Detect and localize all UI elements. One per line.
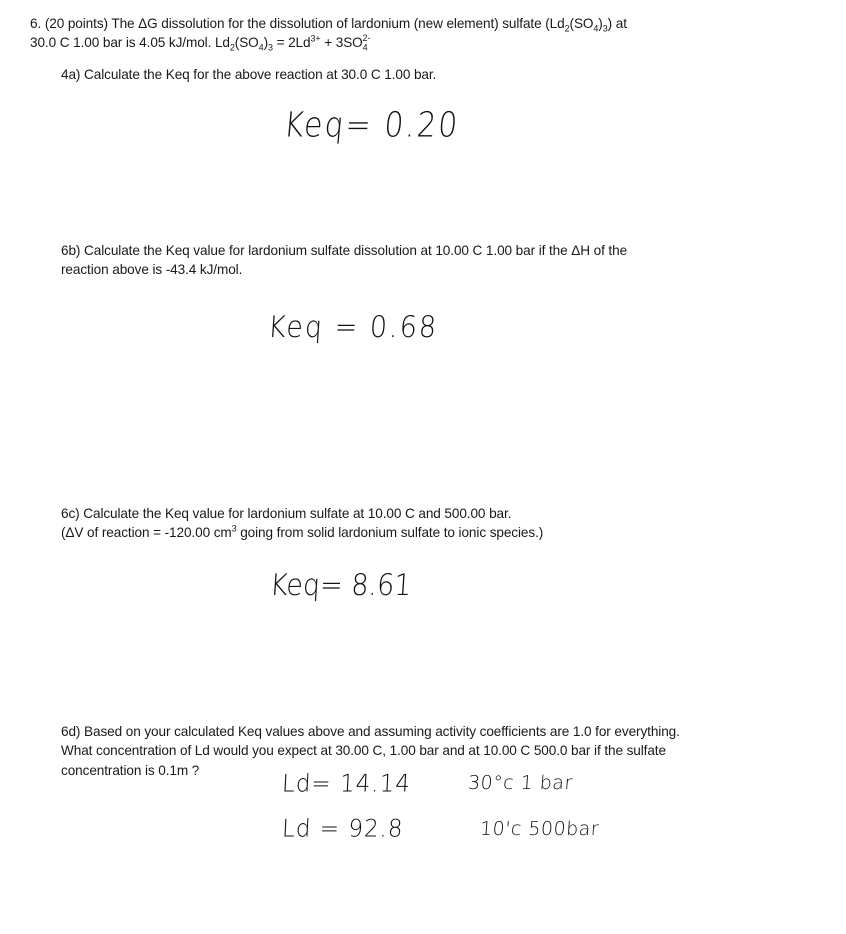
subscript: 3 [602, 23, 608, 34]
prompt-text: going from solid lardonium sulfate to ionic species.) [236, 525, 544, 540]
question-intro-line-1 [30, 15, 627, 32]
part-6d-prompt-line-2: What concentration of Ld would you expect at 30.00 C, 1.00 bar and at 10.00 C 500.0 bar if the sulfate [61, 743, 666, 758]
intro-text: (SO [234, 35, 259, 50]
part-6d-handwritten-condition-2: 10'c 500bar [479, 818, 600, 840]
intro-text: + 3SO [320, 35, 363, 50]
part-6b-prompt-line-2: reaction above is -43.4 kJ/mol. [61, 262, 243, 277]
question-intro-line-2 [30, 34, 370, 51]
subscript: 4 [362, 42, 368, 53]
subscript: 2 [564, 23, 570, 34]
part-6c-prompt-line-2 [61, 524, 543, 541]
part-6b-handwritten-answer: Keq = 0.68 [266, 310, 440, 345]
subscript: 4 [593, 23, 599, 34]
intro-text: ) [263, 35, 268, 50]
subscript: 2 [229, 42, 235, 53]
superscript: 3 [231, 523, 237, 534]
subscript: 3 [268, 42, 273, 53]
intro-text: = 2Ld [272, 35, 311, 50]
part-6d-prompt-line-3: concentration is 0.1m ? [61, 763, 200, 778]
part-6b-prompt-line-1: 6b) Calculate the Keq value for lardonium sulfate dissolution at 10.00 C 1.00 bar if the ΔH of the [61, 243, 628, 258]
intro-text: (SO [569, 16, 594, 31]
superscript: 2- [362, 33, 371, 44]
subscript: 4 [258, 42, 264, 53]
part-6d-handwritten-answer-2: Ld = 92.8 [281, 815, 405, 843]
intro-text: ) at [607, 16, 627, 31]
part-6d-handwritten-condition-1: 30°c 1 bar [467, 772, 574, 794]
part-6d-prompt-line-1: 6d) Based on your calculated Keq values above and assuming activity coefficients are 1.0 for everything. [61, 724, 680, 739]
part-6d-handwritten-answer-1: Ld= 14.14 [281, 770, 412, 798]
prompt-text: (ΔV of reaction = -120.00 cm [61, 525, 232, 540]
intro-text: ) [598, 16, 603, 31]
part-4a-handwritten-answer: Keq= 0.20 [282, 105, 461, 146]
intro-text: 6. (20 points) The ΔG dissolution for the dissolution of lardonium (new element) sulfate (Ld [30, 16, 565, 31]
part-6c-handwritten-answer: Keq= 8.61 [268, 568, 413, 603]
superscript: 3+ [310, 33, 321, 44]
part-6c-prompt-line-1: 6c) Calculate the Keq value for lardonium sulfate at 10.00 C and 500.00 bar. [61, 506, 512, 521]
intro-text: 30.0 C 1.00 bar is 4.05 kJ/mol. Ld [30, 35, 230, 50]
part-4a-prompt: 4a) Calculate the Keq for the above reaction at 30.0 C 1.00 bar. [61, 67, 437, 82]
